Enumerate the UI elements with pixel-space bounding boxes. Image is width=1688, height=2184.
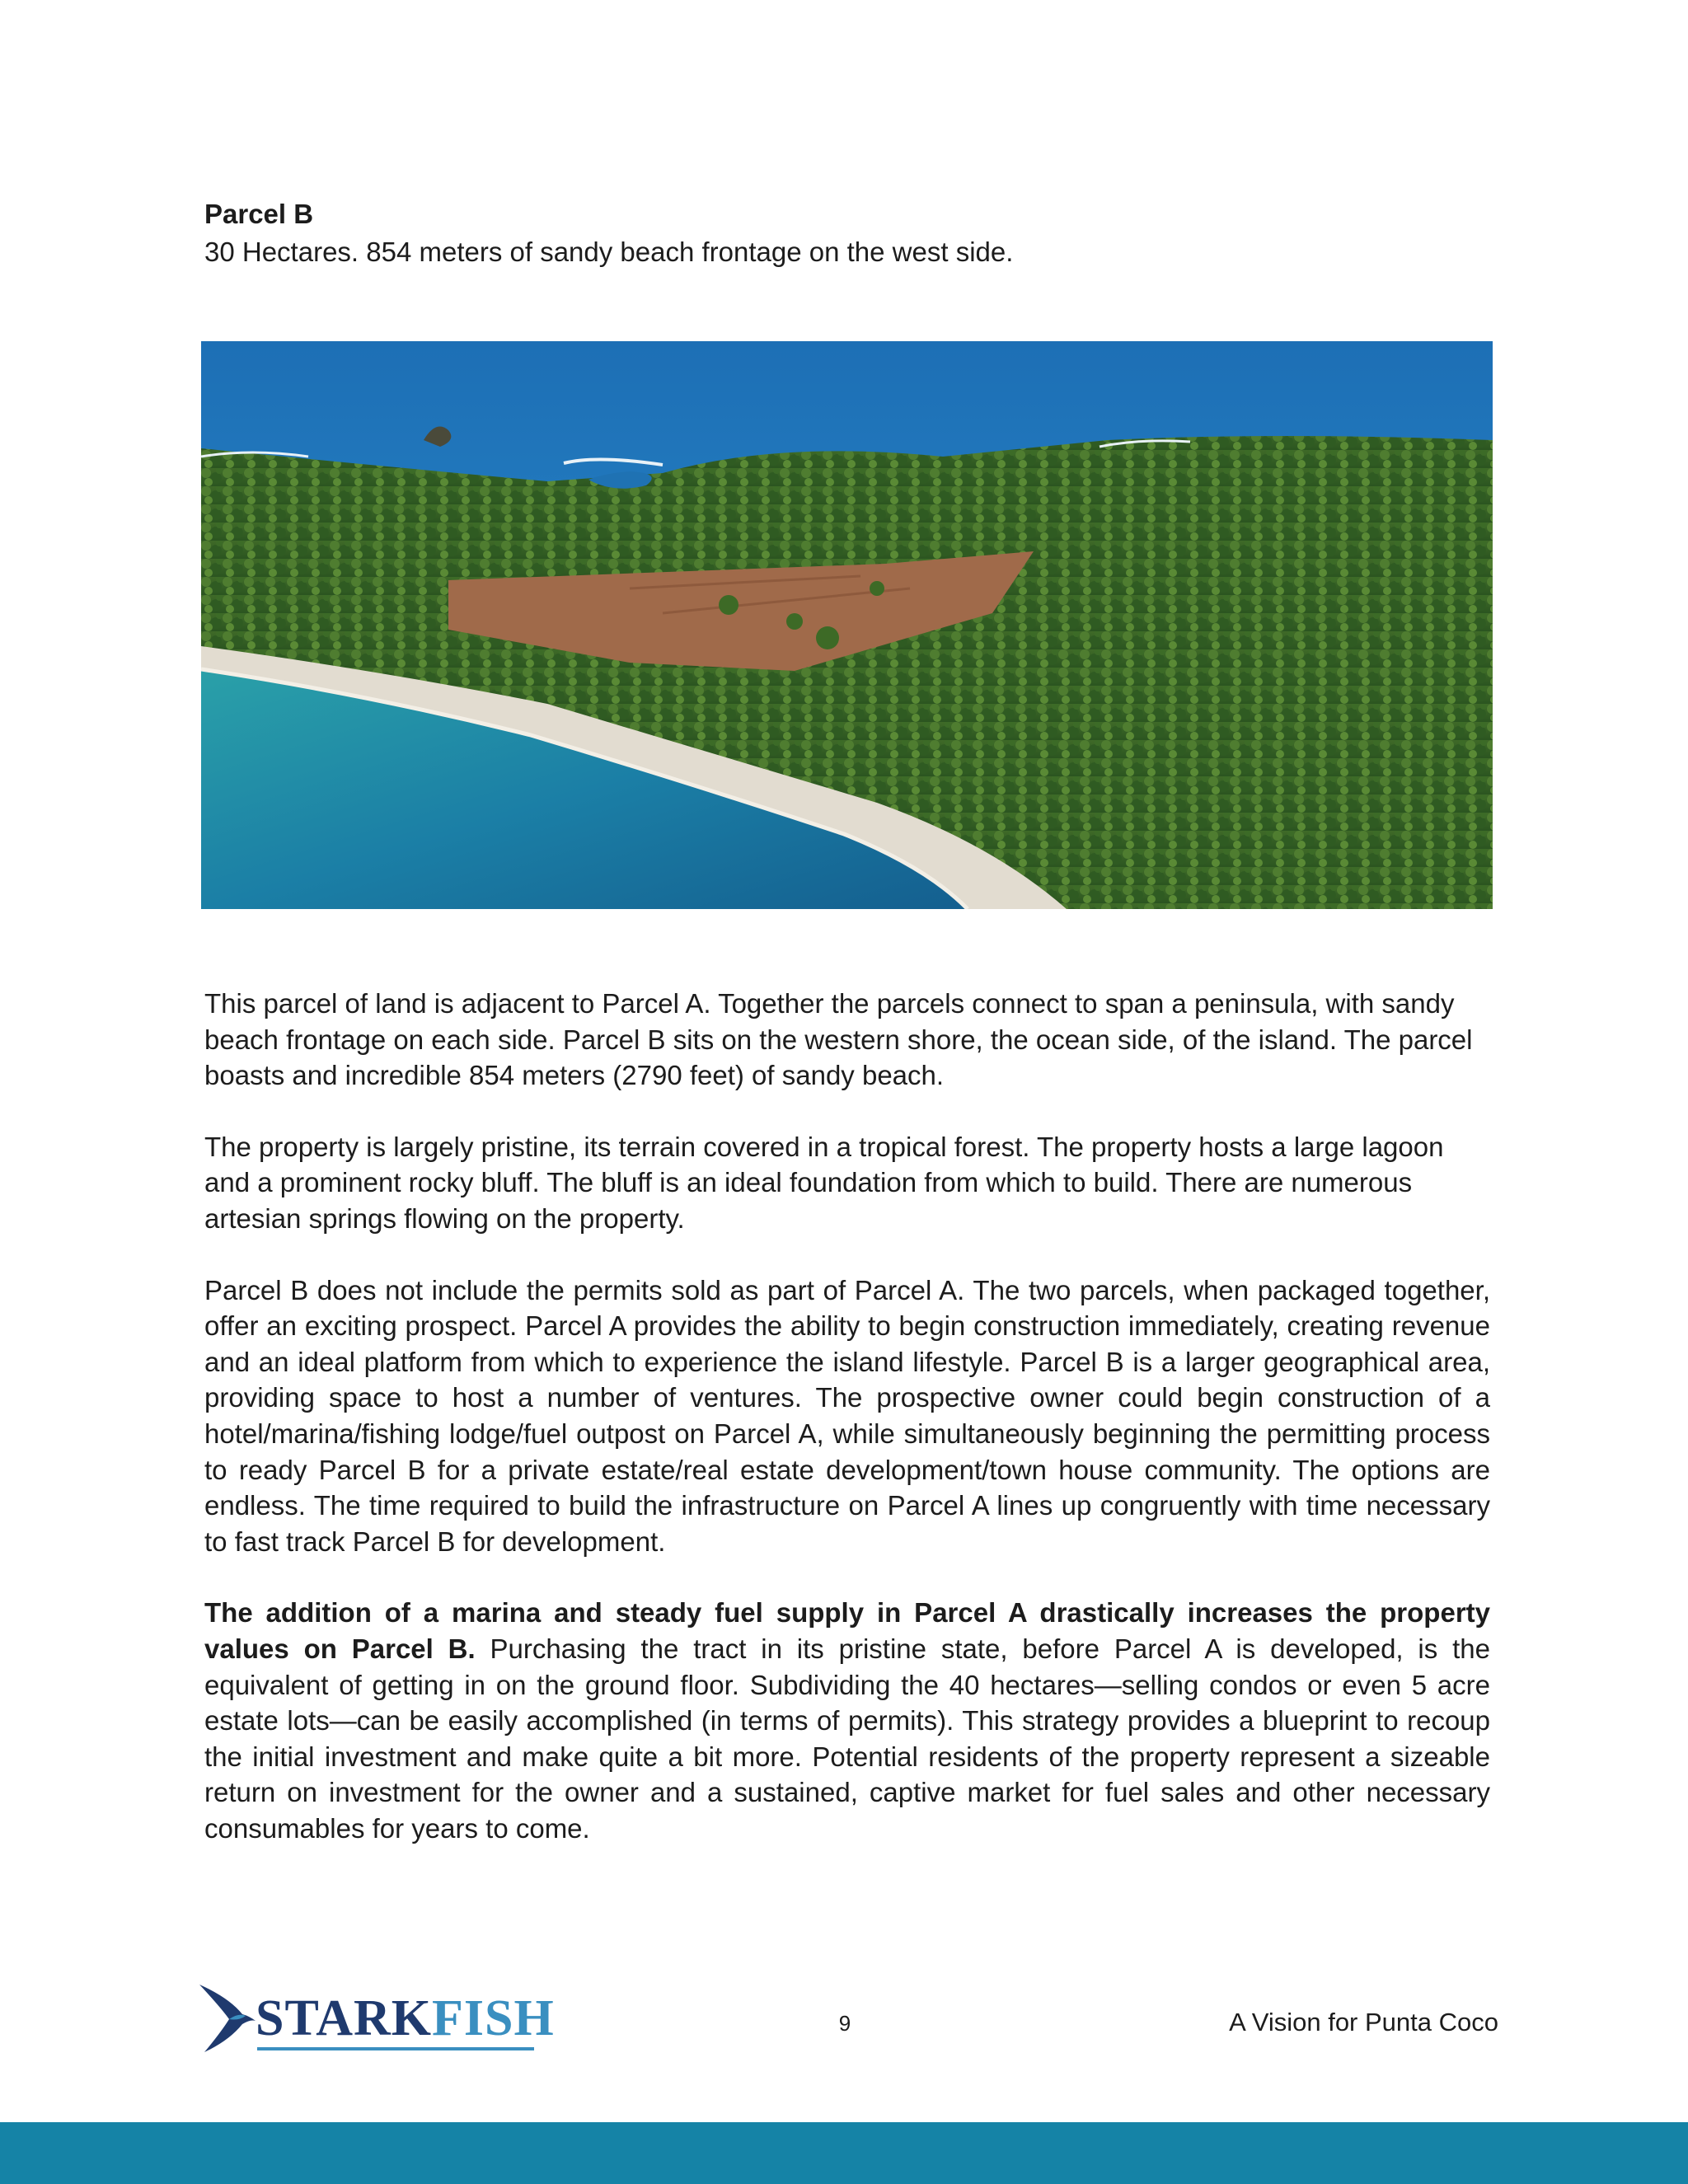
paragraph-terrain: The property is largely pristine, its terrain covered in a tropical forest. The property hosts a large lagoon and a prominent rocky bluff. The bluff is an ideal foundation from which to build. There are numerous artesian springs flowing on the property.: [204, 1131, 1444, 1234]
footer-color-band: [0, 2122, 1688, 2184]
section-title: Parcel B: [204, 199, 314, 229]
page-number: 9: [838, 2011, 851, 2036]
paragraph-bold-lead: The addition of a marina and steady fuel supply in Parcel A drastically increases the property values on Parcel B.: [204, 1597, 1490, 1664]
section-header: [204, 195, 1490, 271]
body-text: [204, 986, 1490, 1882]
aerial-coastline-photo: [201, 341, 1493, 909]
logo-underline: [257, 2047, 534, 2050]
section-subtitle: 30 Hectares. 854 meters of sandy beach frontage on the west side.: [204, 237, 1014, 267]
logo-text-stark: STARK: [256, 1990, 433, 2046]
paragraph-marina-value: [204, 1595, 1490, 1846]
fish-logo-icon: [196, 1983, 257, 2054]
paragraph-adjacency: This parcel of land is adjacent to Parcel A. Together the parcels connect to span a peninsula, with sandy beach frontage on each side. Parcel B sits on the western shore, the ocean side, of the island. The parcel boasts and incredible 854 meters (2790 feet) of sandy beach.: [204, 988, 1473, 1091]
paragraph-rest: Purchasing the tract in its pristine state, before Parcel A is developed, is the equivalent of getting in on the ground floor. Subdividing the 40 hectares—selling condos or even 5 acre estate lots—can be easily accomplished (in terms of permits). This strategy provides a blueprint to recoup the initial investment and make quite a bit more. Potential residents of the property represent a sizeable return on investment for the owner and a sustained, captive market for fuel sales and other necessary consumables for years to come.: [204, 1633, 1490, 1844]
paragraph-permits: Parcel B does not include the permits sold as part of Parcel A. The two parcels, when packaged together, offer an exciting prospect. Parcel A provides the ability to begin construction immediately, creating revenue and an ideal platform from which to experience the island lifestyle. Parcel B is a larger geographical area, providing space to host a number of ventures. The prospective owner could begin construction of a hotel/marina/fishing lodge/fuel outpost on Parcel A, while simultaneously beginning the permitting process to ready Parcel B for a private estate/real estate development/town house community. The options are endless. The time required to build the infrastructure on Parcel A lines up congruently with time necessary to fast track Parcel B for development.: [204, 1274, 1490, 1557]
starkfish-logo: [196, 1980, 555, 2054]
logo-text-fish: FISH: [432, 1990, 555, 2046]
footer-document-title: A Vision for Punta Coco: [1229, 2008, 1498, 2036]
